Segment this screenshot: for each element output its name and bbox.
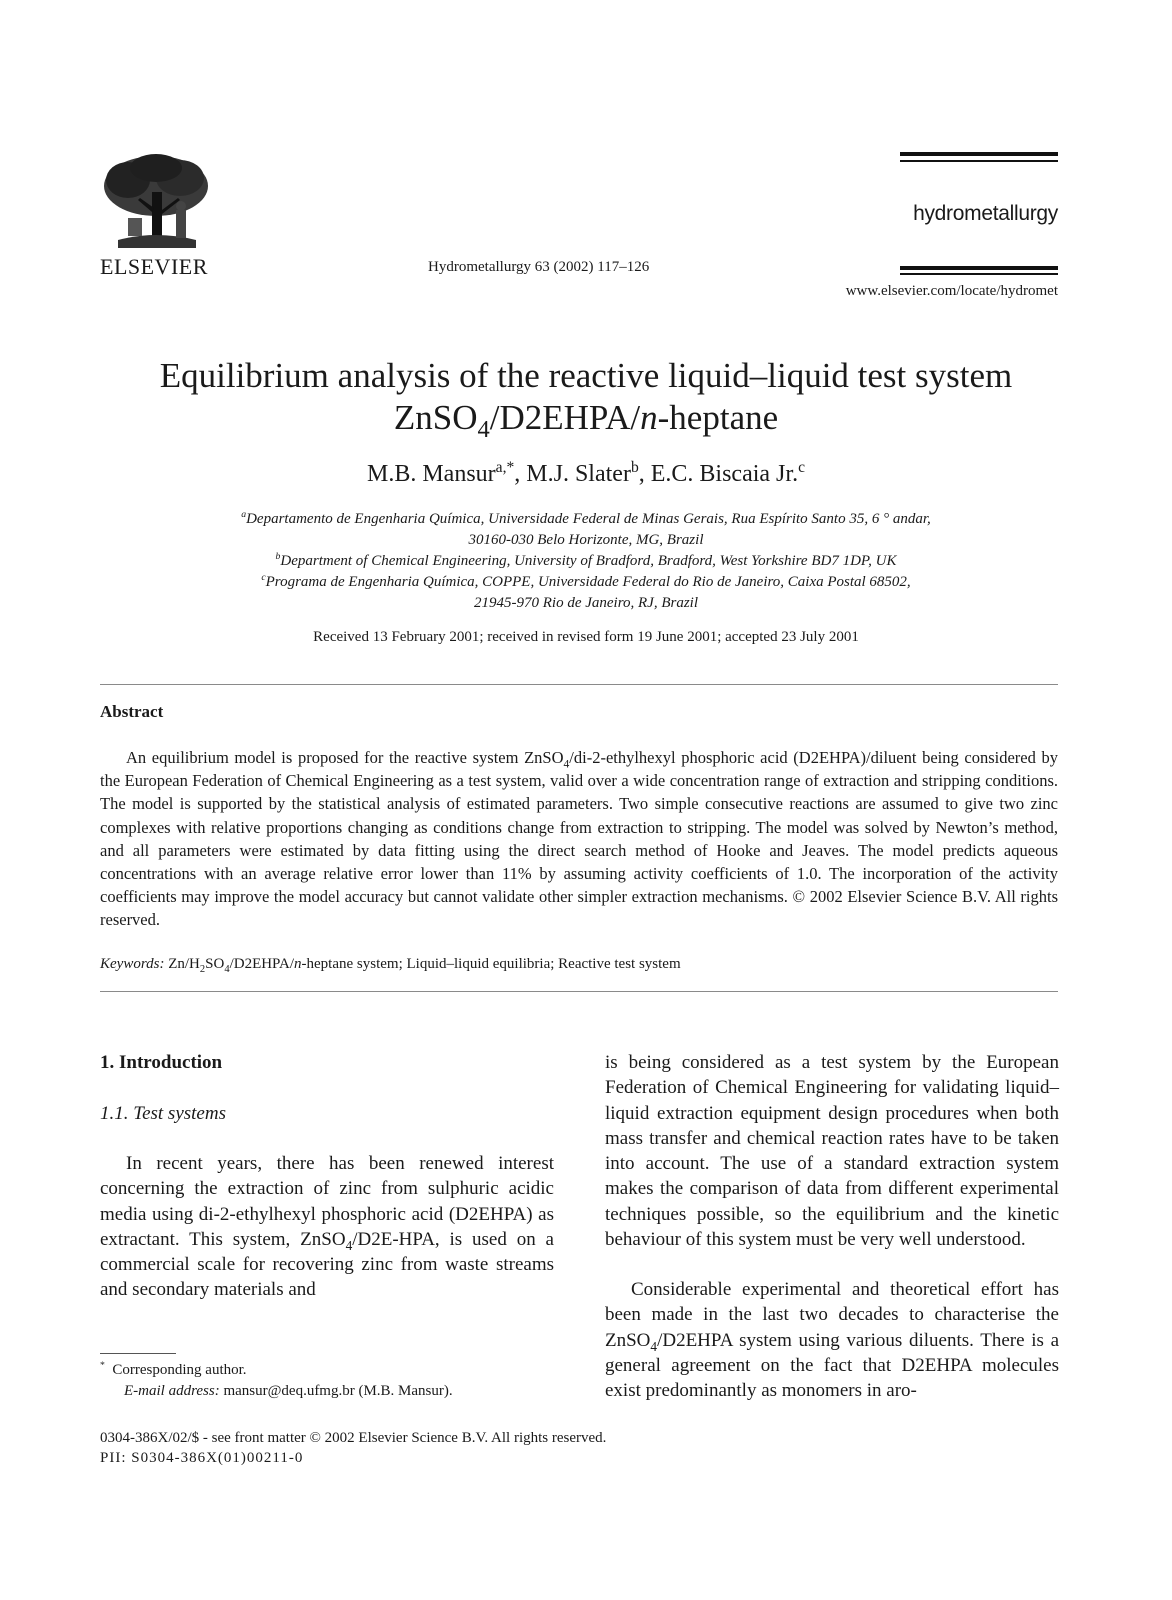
elsevier-tree-logo xyxy=(98,152,214,250)
publisher-name: ELSEVIER xyxy=(100,254,208,279)
footnote-email: E-mail address: mansur@deq.ufmg.br (M.B. Mansur). xyxy=(124,1383,453,1399)
subsection-heading: 1.1. Test systems xyxy=(100,1103,226,1124)
affiliation-a: $^a$Departamento de Engenharia Química, Universidade Federal de Minas Gerais, Rua Espírito Santo 35, 6 ° andar, xyxy=(241,509,931,527)
copyright-line: 0304-386X/02/$ - see front matter © 2002 Elsevier Science B.V. All rights reserved. xyxy=(100,1430,607,1446)
affiliation-c: $^c$Programa de Engenharia Química, COPPE, Universidade Federal do Rio de Janeiro, Caixa Postal 68502, xyxy=(261,572,911,590)
header-rule xyxy=(900,266,1058,270)
section-heading: 1. Introduction xyxy=(100,1052,223,1073)
journal-url-link[interactable]: www.elsevier.com/locate/hydromet xyxy=(845,283,1058,299)
divider xyxy=(100,684,1058,685)
footnote-corresponding-author: * Corresponding author. xyxy=(100,1360,247,1378)
paper-title: Equilibrium analysis of the reactive liquid–liquid test system xyxy=(159,356,1013,395)
journal-citation: Hydrometallurgy 63 (2002) 117–126 xyxy=(428,259,650,275)
keywords: Keywords: $Zn/H_2SO_4/D2EHPA/n$-heptane system; Liquid–liquid equilibria; Reactive test system xyxy=(100,956,681,975)
received-dates: Received 13 February 2001; received in revised form 19 June 2001; accepted 23 July 2001 xyxy=(313,629,859,645)
journal-name: hydrometallurgy xyxy=(913,202,1058,225)
header-rule xyxy=(900,152,1058,156)
footnote-rule xyxy=(100,1353,176,1354)
affiliation-b: $^b$Department of Chemical Engineering, University of Bradford, Bradford, West Yorkshire BD7 1DP, UK xyxy=(275,551,897,569)
abstract-heading: Abstract xyxy=(100,702,164,721)
divider xyxy=(100,991,1058,992)
abstract-text: An equilibrium model is proposed for the reactive system ZnSO$_4$/di-2-ethylhexyl phosphoric acid (D2EHPA)/diluent being considered by the European Federation of Chemical Engineering as a test system, valid over a wide concentration range of extraction and stripping conditions. The model is supported by the statistical analysis of estimated parameters. Two simple consecutive reactions are assumed to give two zinc complexes with relative proportions changing as conditions change from extraction to stripping. The model was solved by Newton’s method, and all parameters were estimated by data fitting using the direct search method of Hooke and Jeaves. The model predicts aqueous concentrations with an average relative error lower than 11% by assuming activity coefficients of 1.0. The incorporation of the activity coefficients may improve the model accuracy but cannot validate other simpler extraction mechanisms. © 2002 Elsevier Science B.V. All rights reserved. xyxy=(100,748,1058,930)
header-rule xyxy=(900,160,1058,162)
author-list: M.B. Mansur$^{a,*}$, M.J. Slater$^b$, E.C. Biscaia Jr.$^c$ xyxy=(366,459,805,487)
body-paragraph: Considerable experimental and theoretical effort has been made in the last two decades to characterise the ZnSO$_4$/D2EHPA system using various diluents. There is a general agreement on the fact that D2EHPA molecules exist predominantly as monomers in aro- xyxy=(605,1279,1059,1402)
author-name: , M.J. Slater xyxy=(514,461,631,487)
header-rule xyxy=(900,273,1058,275)
author-name: , E.C. Biscaia Jr. xyxy=(638,461,799,487)
paper-title-line2: ZnSO$_4$/D2EHPA/n-heptane xyxy=(393,398,779,443)
body-paragraph: In recent years, there has been renewed interest concerning the extraction of zinc from sulphuric acidic media using di-2-ethylhexyl phosphoric acid (D2EHPA) as extractant. This system, ZnSO$_4$/D2E-HPA, is used on a commercial scale for recovering zinc from waste streams and secondary materials and xyxy=(100,1153,554,1301)
affiliation-c-line2: 21945-970 Rio de Janeiro, RJ, Brazil xyxy=(474,595,698,611)
affiliation-a-line2: 30160-030 Belo Horizonte, MG, Brazil xyxy=(468,532,704,548)
pii-line: PII: S0304-386X(01)00211-0 xyxy=(100,1450,304,1466)
body-paragraph: is being considered as a test system by the European Federation of Chemical Engineering for validating liquid–liquid extraction equipment design procedures when both mass transfer and chemical reaction rates have to be taken into account. The use of a standard extraction system makes the comparison of data from different experimental techniques possible, so the equilibrium and the kinetic behaviour of this system must be very well understood. xyxy=(605,1052,1059,1251)
author-name: M.B. Mansur xyxy=(366,461,496,487)
